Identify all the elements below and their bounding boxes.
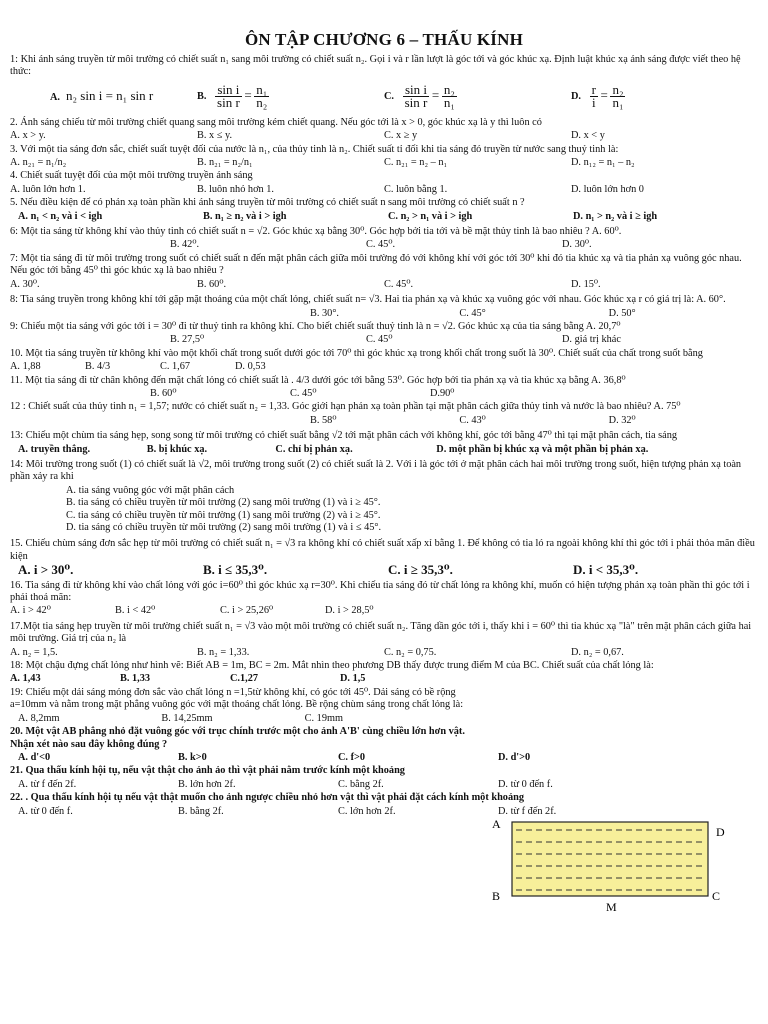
worksheet-page: [10, 30, 758, 819]
label-d: D: [716, 825, 725, 839]
option-a: A. luôn lớn hơn 1.: [10, 183, 86, 195]
question-4: 4. Chiết suất tuyệt đối của một môi trường truyền ánh sáng: [10, 170, 253, 182]
option-b: B. 14,25mm: [161, 712, 213, 724]
option-c: C. n₂ > n₁ và i > igh: [388, 210, 473, 222]
option-b: B. tia sáng có chiều truyền từ môi trường (2) sang môi trường (1) và i ≥ 45°.: [66, 497, 381, 509]
label-b: B: [492, 889, 501, 903]
option-b: B. 1,33: [120, 673, 151, 685]
option-c: C. n₂ = 0,75.: [384, 646, 437, 658]
label-m: M: [606, 900, 617, 912]
option-c: C. luôn bằng 1.: [384, 183, 448, 195]
question-21-options: [10, 779, 658, 791]
question-2: 2. Ánh sáng chiếu từ môi trường chiết quang sang môi trường kém chiết quang. Nếu góc tới là x > 0, góc khúc xạ là y thì luôn có: [10, 116, 542, 128]
option-d: D. từ 0 đến f.: [498, 778, 553, 790]
question-7: 7: Một tia sáng đi từ môi trường trong suốt có chiết suất n đến mặt phân cách giữa môi trường đó với không khí với góc tới 30⁰ khi đó tia khúc xạ và tia phản xạ vuông góc nhau. Nếu góc tới bằng 45⁰ thì góc khúc xạ là bao nhiêu ?: [10, 252, 742, 277]
option-d: D. d'>0: [498, 751, 531, 763]
question-19-options: [10, 713, 448, 725]
question-11: 11. Một tia sáng đi từ chân không đến mặt chất lỏng có chiết suất là . 4/3 dưới góc tới bằng 53⁰. Góc hợp bởi tia phản xạ và tia khúc xạ bằng A. 36,8⁰: [10, 374, 626, 386]
option-a: A. n₂ = 1,5.: [10, 646, 58, 658]
option-b: B. n₂₁ = n₂/n₁: [197, 157, 253, 169]
option-c: C.1,27: [230, 673, 259, 685]
option-d: D. n₁ > n₂ và i ≥ igh: [573, 210, 658, 222]
question-3: 3. Với một tia sáng đơn sắc, chiết suất tuyệt đối của nước là n₁, của thủy tinh là n₂. Chiết suất tỉ đối khi tia sáng đó truyền từ nước sang thuỷ tinh là:: [10, 143, 619, 155]
option-c: C. i ≥ 35,3⁰.: [388, 562, 453, 578]
question-7-options: [10, 279, 758, 291]
option-b: B. bằng 2f.: [178, 805, 224, 817]
question-13-options: [10, 444, 758, 456]
option-b: B. 60⁰: [150, 387, 177, 399]
question-14-options: [10, 485, 758, 535]
option-d: D. giá trị khác: [562, 334, 621, 346]
question-16-options: [10, 605, 430, 617]
question-9-options: [10, 334, 758, 346]
option-c: C. 45°: [459, 307, 486, 319]
option-d: D. 30⁰.: [562, 239, 592, 251]
question-11-options: [10, 388, 570, 400]
question-19: 19: Chiếu một dải sáng mỏng đơn sắc vào chất lỏng n =1,5từ không khí, có góc tới 45⁰. Dải sáng có bề rộng a=10mm và nằm trong mặt phẳng vuông góc với mặt thoáng chất lỏng. Bề rộng chùm sáng trong chất lỏng là:: [10, 686, 464, 711]
option-d: D. tia sáng có chiều truyền từ môi trường (2) sang môi trường (1) và i ≤ 45°.: [66, 522, 382, 533]
question-8: 8: Tia sáng truyền trong không khí tới gặp mặt thoáng của một chất lỏng, chiết suất n= √3. Hai tia phản xạ và khúc xạ vuông góc với nhau. Góc khúc xạ r có giá trị là: A. 60°.: [10, 294, 726, 306]
option-c: C. chỉ bị phản xạ.: [275, 443, 353, 455]
question-10: 10. Một tia sáng truyền từ không khí vào một khối chất trong suốt dưới góc tới 70⁰ thì góc khúc xạ trong khối chất trong suốt là 30⁰. Chiết suất của chất trong suốt bằng: [10, 347, 703, 359]
option-a: A. 1,43: [10, 673, 41, 685]
question-22-options: [10, 806, 658, 818]
option-b: B. k>0: [178, 751, 207, 763]
option-c: C. lớn hơn 2f.: [338, 805, 396, 817]
option-b: B. 42⁰.: [170, 239, 200, 251]
option-a: A. d'<0: [18, 751, 51, 763]
option-a: A. n₂₁ = n₁/n₂: [10, 157, 67, 169]
option-d: D. n₁₂ = n₁ – n₂: [571, 157, 635, 169]
option-c: C. 45⁰: [366, 334, 393, 346]
option-c: C. 45⁰.: [366, 239, 396, 251]
question-1: 1: Khi ánh sáng truyền từ môi trường có chiết suất n₁ sang môi trường có chiết suất n₂. Gọi i và r lần lượt là góc tới và góc khúc xạ. Định luật khúc xạ ánh sáng được viết theo hệ thức:: [10, 54, 741, 78]
option-b: B. n₁ ≥ n₂ và i > igh: [203, 210, 287, 222]
question-6-options: [10, 239, 758, 251]
option-c: C. 19mm: [304, 712, 343, 724]
option-c: C. 45⁰.: [384, 278, 414, 290]
question-18: 18: Một chậu đựng chất lỏng như hình vẽ: Biết AB = 1m, BC = 2m. Mắt nhìn theo phương DB thấy được trung điểm M của BC. Chiết suất của chất lỏng là:: [10, 660, 654, 672]
question-3-options: [10, 157, 758, 169]
option-a: A. i > 42⁰: [10, 605, 51, 617]
option-b: B. luôn nhỏ hơn 1.: [197, 183, 274, 195]
question-17-options: [10, 647, 758, 659]
option-d: D. $\frac{r}{i}$ = $\frac{\text{n₂}}{\text{n₁}}$: [571, 81, 624, 111]
option-d: D. 0,53: [235, 361, 266, 373]
option-d: D. i < 35,3⁰.: [573, 562, 639, 578]
option-d: D. 50°: [608, 307, 636, 319]
option-b: B. n₂ = 1,33.: [197, 646, 250, 658]
question-10-options: [10, 361, 310, 373]
question-8-options: [10, 308, 758, 320]
question-5-options: [10, 211, 758, 223]
option-b: B. x ≤ y.: [197, 130, 233, 142]
option-d: D. n₂ = 0,67.: [571, 646, 624, 658]
option-c: C. bằng 2f.: [338, 778, 384, 790]
option-d: D. 15⁰.: [571, 278, 601, 290]
option-a: A. 1,88: [10, 361, 41, 373]
question-2-options: [10, 130, 758, 142]
question-22: 22. . Qua thấu kính hội tụ nếu vật thật muốn cho ảnh ngược chiều nhỏ hơn vật thì vật phải đặt cách kính một khoảng: [10, 792, 524, 804]
option-d: D. i > 28,5⁰: [325, 605, 374, 617]
option-b: B. bị khúc xạ.: [146, 443, 208, 455]
liquid-container-figure: [490, 818, 752, 912]
option-a: A. 8,2mm: [18, 712, 60, 724]
option-d: D. một phần bị khúc xạ và một phần bị phản xạ.: [436, 443, 649, 455]
label-a: A: [492, 818, 501, 831]
option-a: A. i > 30⁰.: [18, 562, 74, 578]
question-14: 14: Môi trường trong suốt (1) có chiết suất là √2, môi trường trong suốt (2) có chiết suất là 2. Với i là góc tới ở mặt phân cách hai môi trường trong suốt, hiện tượng phản xạ toàn phần xảy ra khi: [10, 458, 742, 483]
option-b: B. lớn hơn 2f.: [178, 778, 236, 790]
option-a: A. từ 0 đến f.: [18, 805, 73, 817]
option-c: C. $\frac{\text{sin i}}{\text{sin r}}$ = $\frac{\text{n₂}}{\text{n₁}}$: [384, 81, 455, 111]
question-5: 5. Nếu điều kiện để có phản xạ toàn phần khi ánh sáng truyền từ môi trường có chiết suất n sang môi trường có chiết suất n ?: [10, 197, 525, 209]
option-b: B. 4/3: [85, 361, 111, 373]
option-b: B. 30°.: [310, 307, 340, 319]
option-c: C. x ≥ y: [384, 130, 418, 142]
option-d: D. x < y: [571, 130, 605, 142]
option-b: B. $\frac{\text{sin i}}{\text{sin r}}$ = $\frac{\text{n₁}}{\text{n₂}}$: [197, 81, 268, 111]
question-16: 16. Tia sáng đi từ không khí vào chất lỏng với góc i=60⁰ thì góc khúc xạ r=30⁰. Khi chiếu tia sáng đó từ chất lỏng ra không khí, muốn có hiện tượng phản xạ toàn phần thì góc tới i phải thoả mãn:: [10, 579, 750, 604]
option-c: C. 1,67: [160, 361, 191, 373]
label-c: C: [712, 889, 721, 903]
option-d: D. 32⁰: [608, 414, 636, 426]
option-c: C. 43⁰: [459, 414, 486, 426]
question-9: 9: Chiếu một tia sáng với góc tới i = 30⁰ đi từ thuỷ tinh ra không khí. Cho biết chiết suất thuỷ tinh là n = √2. Góc khúc xạ của tia sáng bằng A. 20,7⁰: [10, 320, 621, 332]
option-c: C. f>0: [338, 751, 366, 763]
question-18-options: [10, 673, 450, 685]
option-b: B. 27,5⁰: [170, 334, 205, 346]
option-b: B. i < 42⁰: [115, 605, 156, 617]
question-6: 6: Một tia sáng từ không khí vào thủy tinh có chiết suất n = √2. Góc khúc xạ bằng 30⁰. Góc hợp bởi tia tới và bề mặt thủy tinh là bao nhiêu ? A. 60⁰.: [10, 226, 622, 238]
liquid-container: [512, 822, 708, 896]
option-a: A. từ f đến 2f.: [18, 778, 77, 790]
option-a: A. n₁ < n₂ và i < igh: [18, 210, 103, 222]
question-15: 15. Chiếu chùm sáng đơn sắc hẹp từ môi trường có chiết suất n₁ = √3 ra không khí có chiết suất xấp xỉ bằng 1. Để không có tia ló ra ngoài không khí thì góc tới i phải thỏa mãn điều kiện: [10, 538, 755, 562]
question-1-options: [10, 80, 758, 114]
option-a: A. x > y.: [10, 130, 46, 142]
question-17: 17.Một tia sáng hẹp truyền từ môi trường chiết suất n₁ = √3 vào một môi trường có chiết suất n₂. Tăng dần góc tới i, thấy khi i = 60⁰ thì tia khúc xạ "là" trên mặt phân cách giữa hai môi trường. Giá trị của n₂ là: [10, 620, 752, 645]
question-4-options: [10, 184, 758, 196]
option-b: B. 58⁰: [310, 414, 337, 426]
question-20-options: [10, 752, 658, 764]
question-20: 20. Một vật AB phẳng nhỏ đặt vuông góc với trục chính trước một cho ảnh A'B' cùng chiều lớn hơn vật. Nhận xét nào sau đây không đúng ?: [10, 726, 465, 750]
question-12-options: [10, 415, 758, 427]
option-a: A. n₂ sin i = n₁ sin r: [50, 87, 154, 103]
option-c: C. 45⁰: [290, 387, 317, 399]
option-d: D. 1,5: [340, 673, 366, 685]
option-c: C. n₂₁ = n₂ – n₁: [384, 157, 448, 169]
option-b: B. 60⁰.: [197, 278, 227, 290]
option-a: A. tia sáng vuông góc với mặt phân cách: [66, 484, 235, 496]
option-d: D. từ f đến 2f.: [498, 805, 557, 817]
option-d: D. luôn lớn hơn 0: [571, 183, 644, 195]
question-15-options: [10, 564, 758, 576]
option-a: A. truyền thẳng.: [18, 443, 91, 455]
option-d: D.90⁰: [430, 387, 455, 399]
option-c: C. i > 25,26⁰: [220, 605, 274, 617]
page-title: ÔN TẬP CHƯƠNG 6 – THẤU KÍNH: [244, 30, 524, 49]
question-12: 12 : Chiết suất của thủy tinh n₁ = 1,57; nước có chiết suất n₂ = 1,33. Góc giới hạn phản xạ toàn phần tại mặt phân cách giữa thủy tinh và nước là bao nhiêu? A. 75⁰: [10, 401, 681, 413]
question-21: 21. Qua thấu kính hội tụ, nếu vật thật cho ảnh ảo thì vật phải nằm trước kính một khoảng: [10, 765, 405, 777]
question-13: 13: Chiếu một chùm tia sáng hẹp, song song từ môi trường có chiết suất bằng √2 tới mặt phân cách với không khí, góc tới bằng 47⁰ thì tại mặt phân cách, tia sáng: [10, 430, 677, 442]
option-b: B. i ≤ 35,3⁰.: [203, 562, 268, 578]
option-a: A. 30⁰.: [10, 278, 40, 290]
option-c: C. tia sáng có chiều truyền từ môi trường (1) sang môi trường (2) và i ≥ 45°.: [66, 509, 381, 521]
